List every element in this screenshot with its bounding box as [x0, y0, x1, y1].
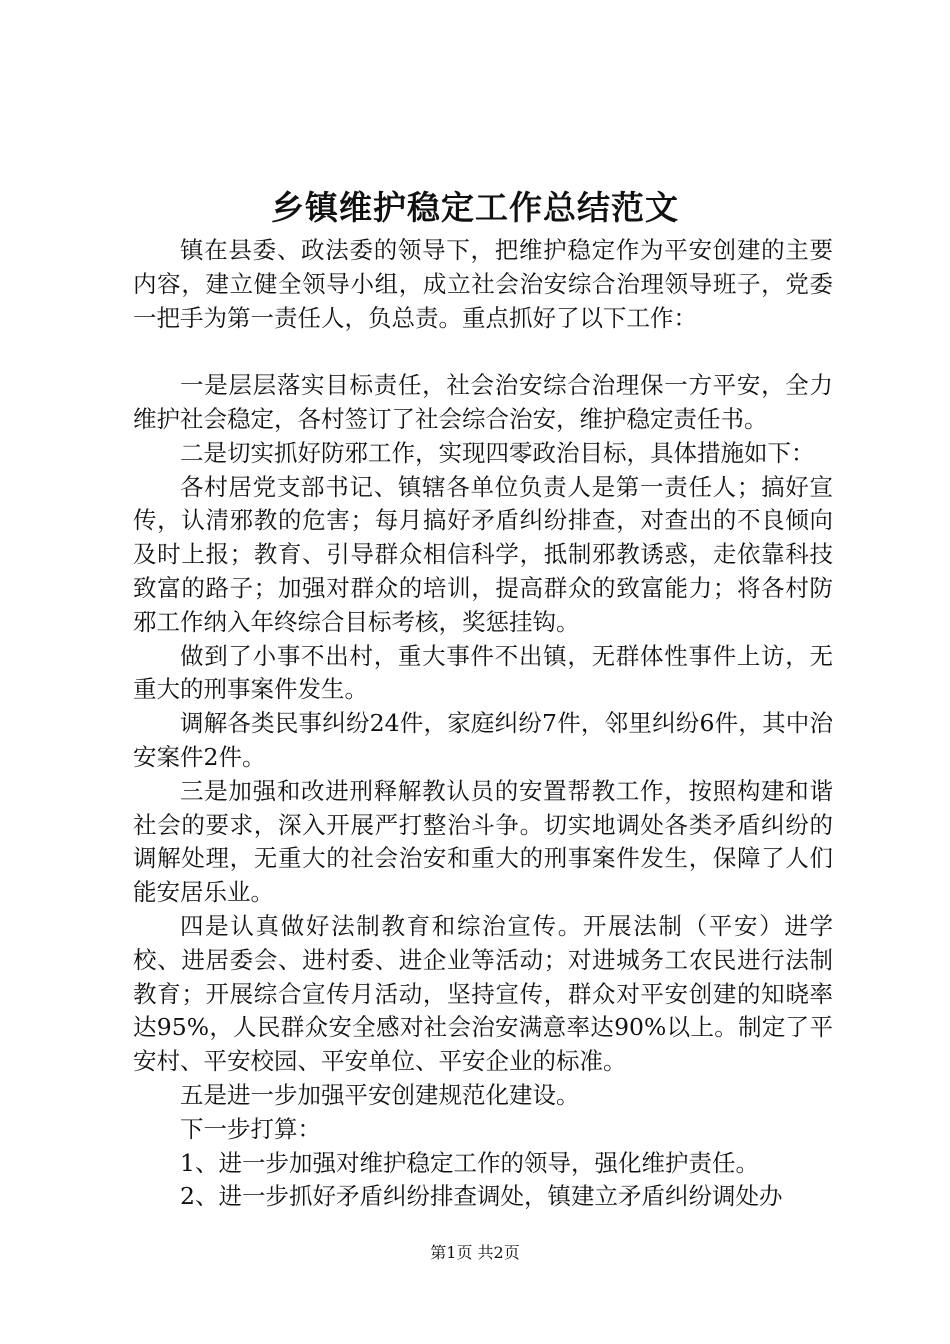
paragraph-next-plan: 下一步打算： [180, 1114, 321, 1143]
paragraph-intro: 镇在县委、政法委的领导下，把维护稳定作为平安创建的主要内容，建立健全领导小组，成立社会治安综合治理领导班子，党委一把手为第一责任人，负总责。重点抓好了以下工作： [133, 236, 833, 332]
document-body [133, 234, 833, 1214]
paragraph-measures: 各村居党支部书记、镇辖各单位负责人是第一责任人；搞好宣传，认清邪教的危害；每月搞好矛盾纠纷排查，对查出的不良倾向及时上报；教育、引导群众相信科学，抵制邪教诱惑，走依靠科技致富的路子；加强对群众的培训，提高群众的致富能力；将各村防邪工作纳入年终综合目标考核，奖惩挂钩。 [133, 472, 833, 636]
document-title: 乡镇维护稳定工作总结范文 [271, 188, 679, 227]
paragraph-item-5: 五是进一步加强平安创建规范化建设。 [180, 1080, 580, 1109]
paragraph-item-2: 二是切实抓好防邪工作，实现四零政治目标，具体措施如下： [180, 438, 815, 467]
paragraph-disputes: 调解各类民事纠纷24件，家庭纠纷7件，邻里纠纷6件，其中治安案件2件。 [133, 709, 833, 771]
page-footer: 第1页 共2页 [430, 1243, 520, 1262]
paragraph-item-3: 三是加强和改进刑释解教认员的安置帮教工作，按照构建和谐社会的要求，深入开展严打整治斗争。切实地调处各类矛盾纠纷的调解处理，无重大的社会治安和重大的刑事案件发生，保障了人们能安居乐业。 [133, 776, 833, 907]
paragraph-plan-2: 2、进一步抓好矛盾纠纷排查调处，镇建立矛盾纠纷调处办 [180, 1182, 783, 1211]
paragraph-plan-1: 1、进一步加强对维护稳定工作的领导，强化维护责任。 [180, 1148, 759, 1177]
paragraph-results: 做到了小事不出村，重大事件不出镇，无群体性事件上访，无重大的刑事案件发生。 [133, 641, 833, 704]
paragraph-item-1: 一是层层落实目标责任，社会治安综合治理保一方平安，全力维护社会稳定，各村签订了社会综合治安，维护稳定责任书。 [133, 371, 833, 433]
paragraph-item-4: 四是认真做好法制教育和综治宣传。开展法制（平安）进学校、进居委会、进村委、进企业等活动；对进城务工农民进行法制教育；开展综合宣传月活动，坚持宣传，群众对平安创建的知晓率达95%，人民群众安全感对社会治安满意率达90%以上。制定了平安村、平安校园、平安单位、平安企业的标准。 [133, 911, 833, 1076]
